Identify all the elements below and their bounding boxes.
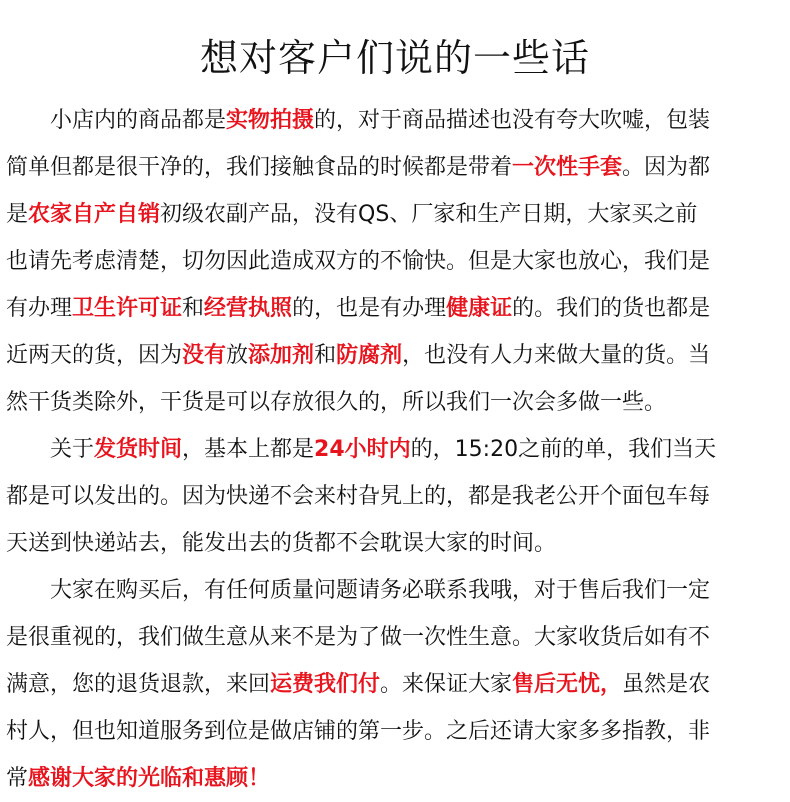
body-text: 的。我们的货也都是 [512, 296, 711, 321]
text-line [6, 333, 790, 379]
body-text: 近两天的货，因为 [6, 343, 183, 368]
text-line [6, 709, 790, 755]
highlighted-text: 发货时间 [94, 437, 183, 462]
text-line [6, 145, 790, 191]
body-text: 满意，您的退货退款，来回 [6, 672, 271, 697]
body-text: 虽然是农 [622, 672, 711, 697]
text-line [6, 474, 790, 520]
body-text: 。来保证大家 [380, 672, 513, 697]
body-text: 常 [6, 766, 29, 791]
highlighted-text: 卫生许可证 [72, 296, 183, 321]
text-line [6, 192, 790, 238]
body-text: 和 [314, 343, 337, 368]
body-text: 的，15:20之前的单，我们当天 [410, 437, 717, 462]
highlighted-text: 感谢大家的光临和惠顾！ [28, 766, 271, 791]
text-line [6, 427, 790, 473]
highlighted-text: 添加剂 [248, 343, 315, 368]
highlighted-text: 售后无忧， [512, 672, 623, 697]
body-text: 简单但都是很干净的，我们接触食品的时候都是带着 [6, 155, 513, 180]
body-text: 小店内的商品都是 [6, 108, 227, 133]
text-line [6, 568, 790, 614]
page-title: 想对客户们说的一些话 [199, 36, 590, 80]
text-line [6, 98, 790, 144]
body-text: 关于 [6, 437, 95, 462]
body-text: 也请先考虑清楚，切勿因此造成双方的不愉快。但是大家也放心，我们是 [6, 249, 711, 274]
highlighted-text: 一次性手套 [512, 155, 623, 180]
body-text: 是很重视的，我们做生意从来不是为了做一次性生意。大家收货后如有不 [6, 625, 711, 650]
body-text: 放 [226, 343, 249, 368]
text-line [6, 756, 790, 802]
body-text: 的，对于商品描述也没有夸大吹嘘，包装 [314, 108, 711, 133]
text-line [6, 380, 790, 426]
body-text: 有办理 [6, 296, 73, 321]
text-line [6, 662, 790, 708]
body-text: 都是可以发出的。因为快递不会来村旮旯上的，都是我老公开个面包车每 [6, 484, 711, 509]
body-text: 的，也是有办理 [292, 296, 447, 321]
body-text: 是 [6, 202, 29, 227]
highlighted-text: 防腐剂 [336, 343, 403, 368]
text-line [6, 286, 790, 332]
highlighted-text: 实物拍摄 [226, 108, 315, 133]
body-text: 村人，但也知道服务到位是做店铺的第一步。之后还请大家多多指教，非 [6, 719, 711, 744]
body-text: 然干货类除外，干货是可以存放很久的，所以我们一次会多做一些。 [6, 390, 667, 415]
body-text: 。因为都 [622, 155, 711, 180]
highlighted-text: 运费我们付 [270, 672, 381, 697]
highlighted-text: 24小时内 [314, 437, 411, 462]
text-line [6, 615, 790, 661]
text-line [6, 239, 790, 285]
body-text: ，也没有人力来做大量的货。当 [402, 343, 711, 368]
body-text: 初级农副产品，没有QS、厂家和生产日期，大家买之前 [160, 202, 698, 227]
highlighted-text: 健康证 [446, 296, 513, 321]
body-text: ，基本上都是 [182, 437, 315, 462]
highlighted-text: 没有 [182, 343, 227, 368]
body-text: 天送到快递站去，能发出去的货都不会耽误大家的时间。 [6, 531, 557, 556]
body-text: 和 [182, 296, 205, 321]
text-line [6, 521, 790, 567]
highlighted-text: 农家自产自销 [28, 202, 161, 227]
body-text: 大家在购买后，有任何质量问题请务必联系我哦，对于售后我们一定 [6, 578, 711, 603]
highlighted-text: 经营执照 [204, 296, 293, 321]
